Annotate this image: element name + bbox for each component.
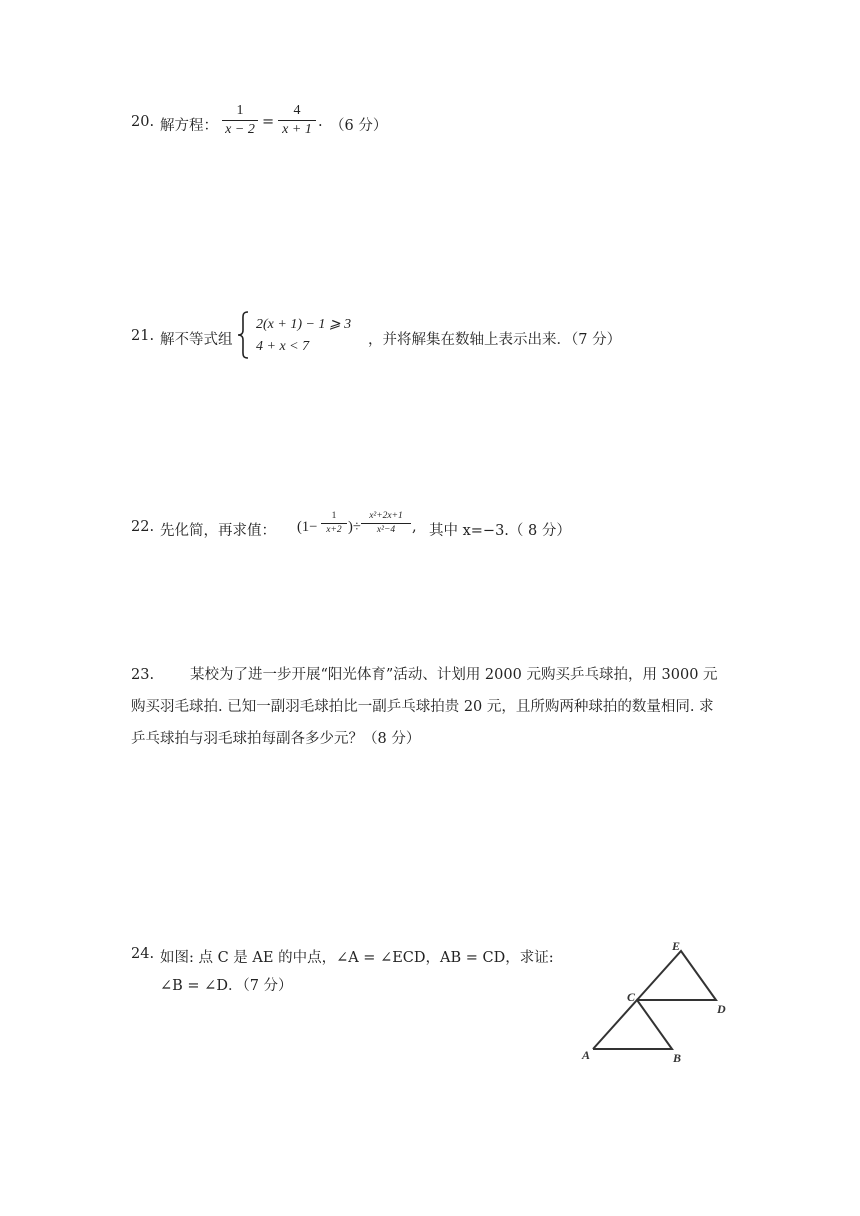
fraction-1	[321, 511, 347, 536]
question-number: 23.	[131, 667, 155, 683]
question-number: 22.	[131, 519, 155, 535]
triangle-figure	[575, 935, 735, 1070]
question-line-1: 某校为了进一步开展“阳光体育”活动、计划用 2000 元购买乒乓球拍，用 3000 元	[190, 667, 718, 683]
label-c: C	[627, 990, 636, 1004]
question-line-2: 购买羽毛球拍. 已知一副羽毛球拍比一副乒乓球拍贵 20 元，且所购两种球拍的数量相同. 求	[131, 699, 714, 715]
close-divide: )÷	[348, 519, 361, 535]
label-a: A	[582, 1048, 591, 1062]
equals-sign: =	[262, 114, 275, 130]
denominator: x+2	[326, 525, 342, 535]
fraction-lhs	[222, 103, 258, 138]
label-e: E	[672, 939, 681, 953]
question-line-1: 如图: 点 C 是 AE 的中点，∠A = ∠ECD，AB = CD，求证:	[160, 950, 554, 966]
denominator: x + 1	[282, 122, 312, 137]
score: （6 分）	[330, 118, 388, 134]
question-label: 先化简，再求值：	[160, 523, 276, 539]
inequality-2: 4 + x < 7	[256, 339, 310, 354]
question-tail: ，并将解集在数轴上表示出来．（7 分）	[368, 332, 622, 348]
fraction-2	[361, 511, 411, 536]
question-line-2: ∠B = ∠D．（7 分）	[160, 978, 293, 994]
open-paren: (1−	[297, 519, 318, 535]
numerator: 1	[236, 103, 244, 118]
numerator: 4	[293, 103, 301, 118]
label-d: D	[717, 1002, 726, 1016]
label-b: B	[673, 1051, 682, 1065]
fraction-rhs	[278, 103, 316, 138]
question-number: 24.	[131, 946, 155, 962]
inequality-1: 2(x + 1) − 1 ⩾ 3	[256, 317, 352, 332]
period: .	[318, 114, 323, 130]
question-label: 解不等式组	[160, 332, 233, 348]
comma: ,	[412, 519, 417, 535]
question-label: 解方程：	[160, 118, 218, 134]
triangle-ced	[637, 951, 716, 1000]
question-tail: 其中 x=−3.（ 8 分）	[429, 523, 571, 539]
question-line-3: 乒乓球拍与羽毛球拍每副各多少元？（8 分）	[131, 731, 421, 747]
numerator: 1	[331, 511, 337, 521]
denominator: x − 2	[225, 122, 255, 137]
denominator: x²−4	[376, 525, 396, 535]
left-brace-icon	[236, 310, 250, 360]
question-number: 21.	[131, 328, 155, 344]
numerator: x²+2x+1	[369, 511, 403, 521]
question-number: 20.	[131, 114, 155, 130]
triangle-acb	[593, 1000, 672, 1049]
